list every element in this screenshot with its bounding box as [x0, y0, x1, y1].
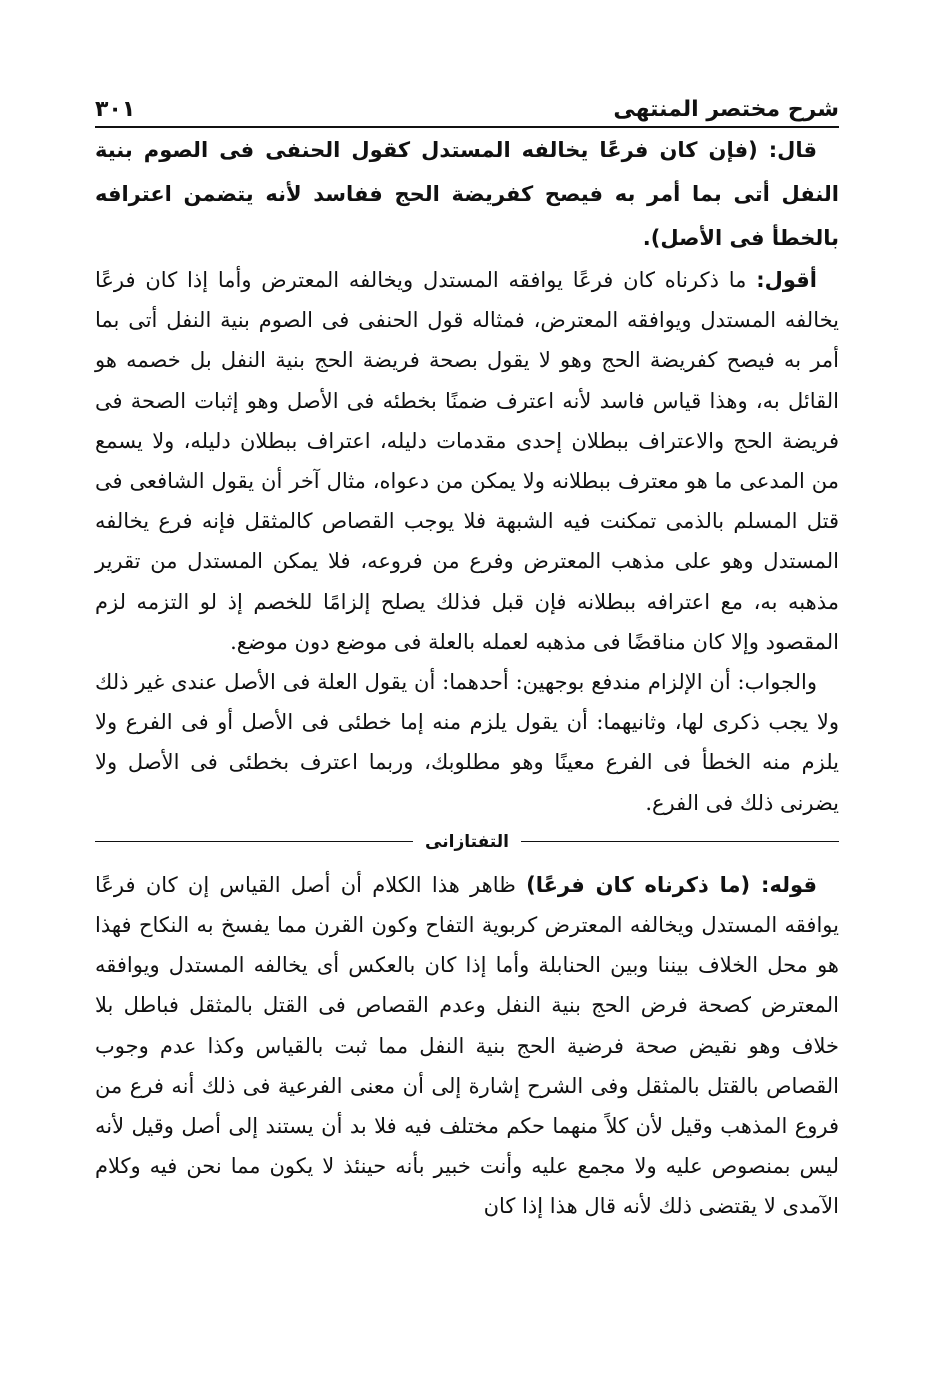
- running-title: شرح مختصر المنتهى: [613, 97, 839, 122]
- divider-rule-right: [521, 841, 839, 842]
- divider-label: التفتازانى: [425, 831, 509, 852]
- commentary-text: ظاهر هذا الكلام أن أصل القياس إن كان فرعًا يوافقه المستدل ويخالفه المعترض كربوية التفاح وكون القرن مما يفسخ به النكاح فهذا هو محل الخلاف بيننا وبين الحنابلة وأما إذا كان بالعكس أى يخالفه المستدل ويوافقه المعترض كصحة فرض الحج بنية النفل وعدم القصاص فى القتل بالمثقل فباطل بلا خلاف وهو نقيض صحة فرضية الحج بنية النفل مما ثبت بالقياس وكذا عدم وجوب القصاص بالقتل بالمثقل وفى الشرح إشارة إلى أن معنى الفرعية فى ذلك أنه فرع من فروع المذهب وقيل لأن كلاً منهما حكم مختلف فيه فلا بد أن يستند إلى أصل وقيل لأنه ليس بمنصوص عليه ولا مجمع عليه وأنت خبير بأنه حينئذ لا يكون مما نحن فيه وكلام الآمدى لا يقتضى ذلك لأنه قال هذا إذا كان: [95, 872, 839, 1219]
- page-header: [95, 84, 839, 128]
- sharh-paragraph-1: [95, 260, 839, 662]
- commentary-section: [95, 865, 839, 1227]
- commentary-lead: قوله: (ما ذكرناه كان فرعًا): [526, 872, 817, 897]
- sharh-text-1: ما ذكرناه كان فرعًا يوافقه المستدل ويخالفه المعترض وأما إذا كان فرعًا يخالفه المستدل ويوافقه المعترض، فمثاله قول الحنفى فى الصوم بنية النفل أتى بما أمر به فيصح كفريضة الحج وهو لا يقول بصحة فريضة الحج بنية النفل بل خصمه هو القائل به، وهذا قياس فاسد لأنه اعترف ضمنًا بخطئه فى الأصل وهو إثبات الصحة فى فريضة الحج والاعتراف ببطلان إحدى مقدمات دليله، اعتراف ببطلان دليله، ولا يسمع من المدعى ما هو معترف ببطلانه ولا يمكن من دعواه، مثال آخر أن يقول الشافعى فى قتل المسلم بالذمى تمكنت فيه الشبهة فلا يوجب القصاص كالمثقل فإنه فرع يخالفه المستدل وهو على مذهب المعترض وفرع من فروعه، فلا يمكن المستدل من تقرير مذهبه به، مع اعترافه ببطلانه فإن قبل فذلك يصلح إلزامًا للخصم إذ لو التزمه لزم المقصود وإلا كان مناقضًا فى مذهبه لعمله بالعلة فى موضع دون موضع.: [95, 268, 839, 654]
- sharh-lead: أقول:: [756, 268, 817, 292]
- divider-rule-left: [95, 841, 413, 842]
- matn-paragraph: قال: (فإن كان فرعًا يخالفه المستدل كقول الحنفى فى الصوم بنية النفل أتى بما أمر به فيصح كفريضة الحج ففاسد لأنه يتضمن اعترافه بالخطأ فى الأصل).: [95, 138, 839, 250]
- commentary-divider: [95, 829, 839, 855]
- page-body: [95, 128, 839, 1227]
- commentary-paragraph: [95, 865, 839, 1227]
- page-number: ٣٠١: [95, 97, 136, 122]
- sharh-paragraph-2: والجواب: أن الإلزام مندفع بوجهين: أحدهما: أن يقول العلة فى الأصل عندى غير ذلك ولا يجب ذكرى لها، وثانيهما: أن يقول يلزم منه إما خطئى فى الأصل أو فى الفرع ولا يلزم منه الخطأ فى الفرع معينًا وهو مطلوبك، وربما اعترف بخطئى فى الأصل ولا يضرنى ذلك فى الفرع.: [95, 670, 839, 815]
